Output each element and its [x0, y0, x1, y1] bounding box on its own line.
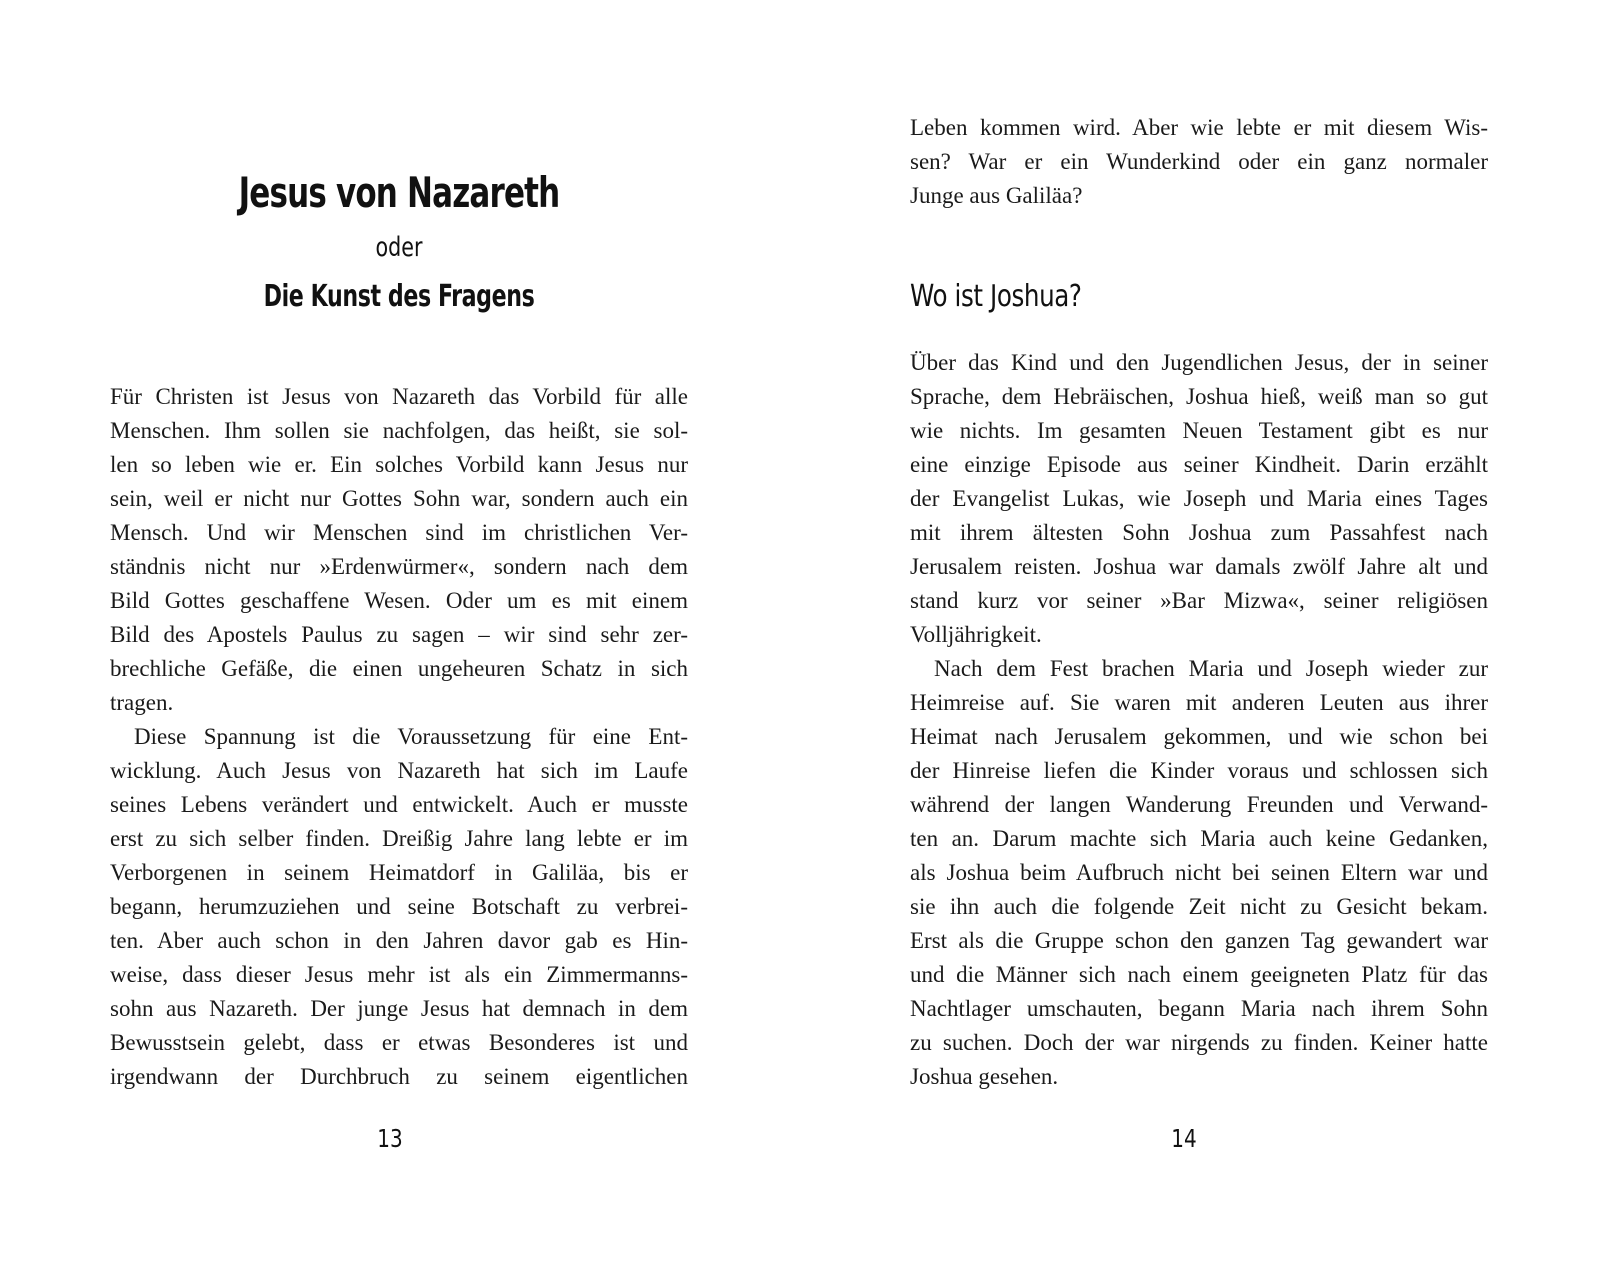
text-line: tragen.: [110, 690, 174, 715]
text-line: Nach dem Fest brachen Maria und Joseph wieder zur: [934, 656, 1488, 681]
text-line: Bild Gottes geschaffene Wesen. Oder um es mit einem: [110, 588, 688, 613]
text-line: sie ihn auch die folgende Zeit nicht zu Gesicht bekam.: [910, 894, 1488, 919]
text-line: eine einzige Episode aus seiner Kindheit. Darin erzählt: [910, 452, 1488, 477]
text-line: Heimat nach Jerusalem gekommen, und wie schon bei: [910, 724, 1488, 749]
section-heading: Wo ist Joshua?: [910, 279, 1082, 314]
text-line: ten an. Darum machte sich Maria auch keine Gedanken,: [910, 826, 1488, 851]
text-line: Heimreise auf. Sie waren mit anderen Leuten aus ihrer: [910, 690, 1488, 715]
text-line: sohn aus Nazareth. Der junge Jesus hat demnach in dem: [110, 996, 688, 1021]
text-line: sen? War er ein Wunderkind oder ein ganz normaler: [910, 149, 1488, 174]
text-line: mit ihrem ältesten Sohn Joshua zum Passahfest nach: [910, 520, 1488, 545]
right-body-text: [910, 346, 1488, 1094]
text-line: der Evangelist Lukas, wie Joseph und Maria eines Tages: [910, 486, 1488, 511]
chapter-subtitle: Die Kunst des Fragens: [263, 279, 535, 314]
page-number: 13: [377, 1124, 403, 1153]
text-line: weise, dass dieser Jesus mehr ist als ein Zimmermanns-: [110, 962, 688, 987]
text-line: Menschen. Ihm sollen sie nachfolgen, das heißt, sie sol-: [110, 418, 688, 443]
text-line: zu suchen. Doch der war nirgends zu finden. Keiner hatte: [910, 1030, 1488, 1055]
text-line: während der langen Wanderung Freunden und Verwand-: [910, 792, 1488, 817]
paragraph: [910, 346, 1488, 652]
text-line: Verborgenen in seinem Heimatdorf in Galiläa, bis er: [110, 860, 688, 885]
text-line: erst zu sich selber finden. Dreißig Jahre lang lebte er im: [110, 826, 688, 851]
text-line: Über das Kind und den Jugendlichen Jesus, der in seiner: [910, 350, 1488, 375]
text-line: Erst als die Gruppe schon den ganzen Tag gewandert war: [910, 928, 1488, 953]
chapter-title: Jesus von Nazareth: [238, 168, 560, 217]
chapter-title-connector: oder: [375, 232, 423, 263]
continuation-text: [910, 111, 1488, 213]
text-line: len so leben wie er. Ein solches Vorbild kann Jesus nur: [110, 452, 688, 477]
paragraph: [910, 652, 1488, 1094]
text-line: Diese Spannung ist die Voraussetzung für eine Ent-: [134, 724, 688, 749]
paragraph: [110, 380, 688, 720]
text-line: Junge aus Galiläa?: [910, 183, 1083, 208]
text-line: ständnis nicht nur »Erdenwürmer«, sondern nach dem: [110, 554, 688, 579]
text-line: als Joshua beim Aufbruch nicht bei seinen Eltern war und: [910, 860, 1488, 885]
text-line: Nachtlager umschauten, begann Maria nach ihrem Sohn: [910, 996, 1488, 1021]
text-line: Bild des Apostels Paulus zu sagen – wir sind sehr zer-: [110, 622, 688, 647]
text-line: irgendwann der Durchbruch zu seinem eigentlichen: [110, 1064, 688, 1089]
page-number: 14: [1171, 1124, 1197, 1153]
text-line: wie nichts. Im gesamten Neuen Testament gibt es nur: [910, 418, 1488, 443]
paragraph: [110, 720, 688, 1094]
text-line: brechliche Gefäße, die einen ungeheuren Schatz in sich: [110, 656, 688, 681]
text-line: Sprache, dem Hebräischen, Joshua hieß, weiß man so gut: [910, 384, 1488, 409]
text-line: ten. Aber auch schon in den Jahren davor gab es Hin-: [110, 928, 688, 953]
left-body-text: [110, 380, 688, 1094]
text-line: seines Lebens verändert und entwickelt. Auch er musste: [110, 792, 688, 817]
text-line: wicklung. Auch Jesus von Nazareth hat sich im Laufe: [110, 758, 688, 783]
text-line: Joshua gesehen.: [910, 1064, 1059, 1089]
text-line: stand kurz vor seiner »Bar Mizwa«, seiner religiösen: [910, 588, 1488, 613]
text-line: begann, herumzuziehen und seine Botschaft zu verbrei-: [110, 894, 688, 919]
text-line: Für Christen ist Jesus von Nazareth das Vorbild für alle: [110, 384, 688, 409]
text-line: Jerusalem reisten. Joshua war damals zwölf Jahre alt und: [910, 554, 1488, 579]
text-line: sein, weil er nicht nur Gottes Sohn war, sondern auch ein: [110, 486, 688, 511]
text-line: Bewusstsein gelebt, dass er etwas Besonderes ist und: [110, 1030, 688, 1055]
text-line: und die Männer sich nach einem geeigneten Platz für das: [910, 962, 1488, 987]
text-line: Leben kommen wird. Aber wie lebte er mit diesem Wis-: [910, 115, 1488, 140]
text-line: der Hinreise liefen die Kinder voraus und schlossen sich: [910, 758, 1488, 783]
right-page: [800, 0, 1600, 1270]
text-line: Mensch. Und wir Menschen sind im christlichen Ver-: [110, 520, 688, 545]
text-line: Volljährigkeit.: [910, 622, 1042, 647]
